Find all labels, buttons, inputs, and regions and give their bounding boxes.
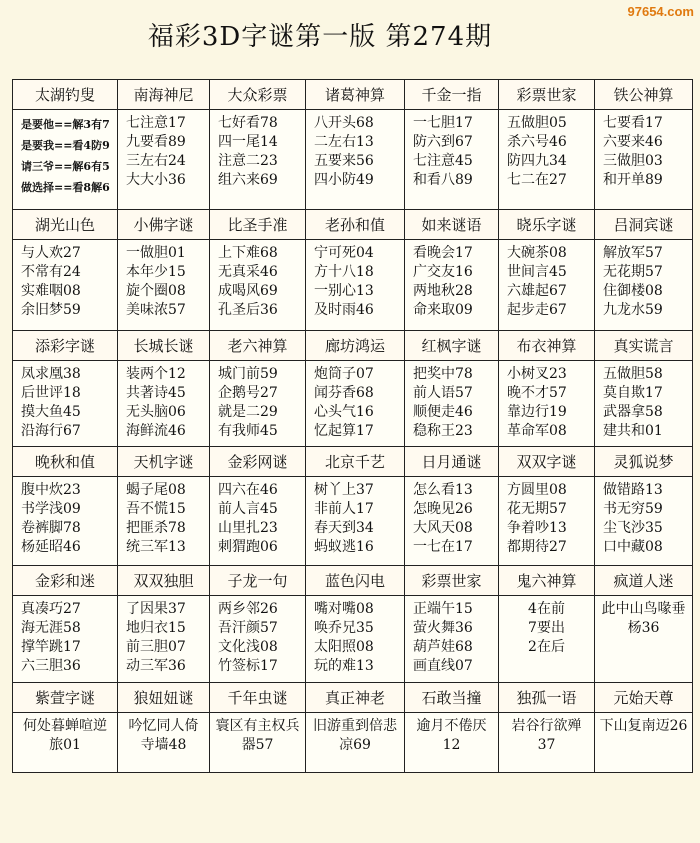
prediction-line: 前人言45 [218,501,278,517]
prediction-cell [306,361,405,447]
prediction-line: 五做胆58 [603,366,663,382]
prediction-line: 七注意17 [126,115,186,131]
prediction-line: 做错路13 [603,482,663,498]
prediction-cell [499,713,595,773]
prediction-line: 三左右24 [126,153,186,169]
prediction-line: 春天到34 [314,520,374,536]
prediction-cell [595,477,693,566]
prediction-cell [13,596,118,683]
prediction-line: 真凑巧27 [21,601,81,617]
prediction-line: 就是二29 [218,404,278,420]
column-title: 蓝色闪电 [306,566,405,596]
prediction-line: 腹中炊23 [21,482,81,498]
prediction-line: 做选择==看8解6 [21,181,110,194]
content-row [13,477,693,566]
prediction-line: 城门前59 [218,366,278,382]
prediction-line: 起步走67 [507,302,567,318]
content-row [13,240,693,331]
prediction-line: 是要我==看4防9 [21,139,110,152]
prediction-line: 命来取09 [413,302,473,318]
prediction-line: 实难咽08 [21,283,81,299]
column-title: 添彩字谜 [13,331,118,361]
prediction-cell [13,713,118,773]
prediction-line: 革命军08 [507,423,567,439]
prediction-line: 七要看17 [603,115,663,131]
prediction-line: 炮筒子07 [314,366,374,382]
prediction-line: 吾不慌15 [126,501,186,517]
prediction-line: 旋个圈08 [126,283,186,299]
prediction-cell [306,477,405,566]
prediction-line: 争着吵13 [507,520,567,536]
content-row [13,713,693,773]
prediction-cell [118,713,210,773]
prediction-line: 本年少15 [126,264,186,280]
prediction-line: 唤乔兄35 [314,620,374,636]
prediction-line: 书学浅09 [21,501,81,517]
column-title: 子龙一句 [210,566,306,596]
column-title: 长城长谜 [118,331,210,361]
header-row [13,566,693,596]
prediction-line: 和开单89 [603,172,663,188]
prediction-cell [306,596,405,683]
column-title: 金彩和迷 [13,566,118,596]
prediction-cell [595,110,693,210]
column-title: 千金一指 [405,80,499,110]
prediction-line: 书无穷59 [603,501,663,517]
prediction-line: 吟忆同人倚寺墙48 [128,718,199,753]
prediction-cell [595,240,693,331]
prediction-cell [118,110,210,210]
prediction-line: 是要他==解3有7 [21,118,110,131]
column-title: 彩票世家 [405,566,499,596]
puzzle-grid [12,79,693,773]
column-title: 晚秋和值 [13,447,118,477]
prediction-line: 心头气16 [314,404,374,420]
column-title: 红枫字谜 [405,331,499,361]
prediction-line: 尘飞沙35 [603,520,663,536]
prediction-cell [306,713,405,773]
prediction-cell [13,240,118,331]
prediction-line: 沿海行67 [21,423,81,439]
prediction-line: 刺猬跑06 [218,539,278,555]
prediction-line: 小树叉23 [507,366,567,382]
prediction-line: 看晚会17 [413,245,473,261]
column-title: 天机字谜 [118,447,210,477]
prediction-line: 怎么看13 [413,482,473,498]
prediction-cell [118,596,210,683]
prediction-cell [210,110,306,210]
column-title: 太湖钓叟 [13,80,118,110]
column-title: 布衣神算 [499,331,595,361]
prediction-cell [210,713,306,773]
prediction-line: 解放军57 [603,245,663,261]
prediction-line: 竹签标17 [218,658,278,674]
prediction-line: 萤火舞36 [413,620,473,636]
prediction-cell [405,477,499,566]
column-title: 真实谎言 [595,331,693,361]
prediction-cell [405,240,499,331]
prediction-line: 有我师45 [218,423,278,439]
prediction-line: 吾汗颜57 [218,620,278,636]
prediction-line: 杨延昭46 [21,539,81,555]
prediction-cell [499,110,595,210]
prediction-line: 注意二23 [218,153,278,169]
prediction-line: 凤求凰38 [21,366,81,382]
prediction-line: 与人欢27 [21,245,81,261]
prediction-cell [306,240,405,331]
prediction-line: 世间言45 [507,264,567,280]
column-title: 如来谜语 [405,210,499,240]
prediction-line: 九要看89 [126,134,186,150]
prediction-line: 杀六号46 [507,134,567,150]
prediction-line: 及时雨46 [314,302,374,318]
prediction-cell [13,477,118,566]
prediction-cell [499,477,595,566]
prediction-line: 宁可死04 [314,245,374,261]
prediction-line: 闻芬香68 [314,385,374,401]
content-row [13,596,693,683]
prediction-line: 一别心13 [314,283,374,299]
prediction-cell [118,361,210,447]
column-title: 北京千艺 [306,447,405,477]
column-title: 双双独胆 [118,566,210,596]
prediction-line: 四小防49 [314,172,374,188]
prediction-line: 画直线07 [413,658,473,674]
column-title: 千年虫谜 [210,683,306,713]
prediction-cell [210,361,306,447]
header-row [13,331,693,361]
prediction-line: 摸大鱼45 [21,404,81,420]
column-title: 南海神尼 [118,80,210,110]
column-title: 日月通谜 [405,447,499,477]
header-row [13,447,693,477]
prediction-cell [405,596,499,683]
prediction-line: 四一尾14 [218,134,278,150]
column-title: 老六神算 [210,331,306,361]
page-title: 福彩3D字谜第一版 第274期 [147,22,493,52]
prediction-line: 七注意45 [413,153,473,169]
prediction-line: 卷裤脚78 [21,520,81,536]
prediction-cell [210,596,306,683]
column-title: 比圣手准 [210,210,306,240]
column-title: 诸葛神算 [306,80,405,110]
prediction-line: 文化浅08 [218,639,278,655]
prediction-line: 2在后 [528,639,565,655]
header-row [13,80,693,110]
prediction-line: 晚不才57 [507,385,567,401]
prediction-line: 逾月不倦厌12 [416,718,487,753]
prediction-line: 地归衣15 [126,620,186,636]
column-title: 狼妞妞谜 [118,683,210,713]
prediction-line: 4在前 [528,601,565,617]
column-title: 独孤一语 [499,683,595,713]
prediction-cell [405,361,499,447]
column-title: 晓乐字谜 [499,210,595,240]
prediction-line: 7要出 [528,620,565,636]
prediction-line: 把匪杀78 [126,520,186,536]
prediction-line: 建共和01 [603,423,663,439]
prediction-line: 防四九34 [507,153,567,169]
prediction-line: 五做胆05 [507,115,567,131]
header-row [13,210,693,240]
column-title: 双双字谜 [499,447,595,477]
column-title: 疯道人迷 [595,566,693,596]
prediction-line: 忆起算17 [314,423,374,439]
prediction-line: 寰区有主权兵器57 [215,718,300,753]
column-title: 老孙和值 [306,210,405,240]
prediction-line: 两乡邻26 [218,601,278,617]
prediction-line: 口中藏08 [603,539,663,555]
prediction-line: 和看八89 [413,172,473,188]
content-row [13,361,693,447]
prediction-line: 无花期57 [603,264,663,280]
column-title: 铁公神算 [595,80,693,110]
prediction-cell [118,477,210,566]
prediction-line: 非前人17 [314,501,374,517]
watermark: 97654.com [627,4,694,19]
prediction-line: 余旧梦59 [21,302,81,318]
prediction-line: 方圆里08 [507,482,567,498]
prediction-cell [405,110,499,210]
column-title: 小佛字谜 [118,210,210,240]
header-row [13,683,693,713]
prediction-line: 前三胆07 [126,639,186,655]
column-title: 彩票世家 [499,80,595,110]
prediction-cell [499,596,595,683]
prediction-line: 二左右13 [314,134,374,150]
prediction-cell [13,110,118,210]
prediction-line: 靠边行19 [507,404,567,420]
prediction-line: 成喝风69 [218,283,278,299]
prediction-line: 稳称王23 [413,423,473,439]
prediction-line: 不常有24 [21,264,81,280]
prediction-line: 此中山鸟喙垂杨36 [601,601,686,636]
column-title: 灵狐说梦 [595,447,693,477]
prediction-line: 了因果37 [126,601,186,617]
prediction-line: 蝎子尾08 [126,482,186,498]
prediction-cell [13,361,118,447]
prediction-line: 企鹅号27 [218,385,278,401]
prediction-line: 葫芦娃68 [413,639,473,655]
prediction-line: 海鲜流46 [126,423,186,439]
prediction-cell [210,240,306,331]
prediction-line: 后世评18 [21,385,81,401]
prediction-line: 无真采46 [218,264,278,280]
prediction-cell [499,240,595,331]
column-title: 廊坊鸿运 [306,331,405,361]
column-title: 鬼六神算 [499,566,595,596]
prediction-line: 八开头68 [314,115,374,131]
prediction-line: 武器拿58 [603,404,663,420]
prediction-line: 怎晚见26 [413,501,473,517]
prediction-line: 六三胆36 [21,658,81,674]
prediction-line: 统三军13 [126,539,186,555]
prediction-line: 美味浓57 [126,302,186,318]
prediction-line: 七好看78 [218,115,278,131]
prediction-line: 装两个12 [126,366,186,382]
prediction-cell [595,596,693,683]
prediction-line: 四六在46 [218,482,278,498]
column-title: 金彩网谜 [210,447,306,477]
prediction-line: 九龙水59 [603,302,663,318]
column-title: 紫萱字谜 [13,683,118,713]
prediction-line: 太阳照08 [314,639,374,655]
column-title: 大众彩票 [210,80,306,110]
prediction-line: 组六来69 [218,172,278,188]
prediction-line: 三做胆03 [603,153,663,169]
prediction-cell [595,713,693,773]
prediction-line: 玩的难13 [314,658,374,674]
prediction-cell [499,361,595,447]
column-title: 石敢当撞 [405,683,499,713]
prediction-line: 旧游重到倍悲凉69 [313,718,397,753]
prediction-line: 蚂蚁逃16 [314,539,374,555]
prediction-line: 嘴对嘴08 [314,601,374,617]
prediction-line: 花无期57 [507,501,567,517]
prediction-line: 请三爷==解6有5 [21,160,110,173]
prediction-line: 动三军36 [126,658,186,674]
prediction-line: 方十八18 [314,264,374,280]
prediction-line: 住御楼08 [603,283,663,299]
prediction-line: 顺便走46 [413,404,473,420]
prediction-cell [405,713,499,773]
prediction-line: 树丫上37 [314,482,374,498]
content-row [13,110,693,210]
prediction-line: 五要来56 [314,153,374,169]
prediction-line: 一七在17 [413,539,473,555]
prediction-line: 上下难68 [218,245,278,261]
column-title: 真正神老 [306,683,405,713]
prediction-line: 下山复南迈26 [599,718,688,734]
prediction-line: 山里扎23 [218,520,278,536]
prediction-line: 两地秋28 [413,283,473,299]
prediction-line: 都期待27 [507,539,567,555]
prediction-line: 大风天08 [413,520,473,536]
prediction-line: 广交友16 [413,264,473,280]
prediction-line: 撑竿跳17 [21,639,81,655]
column-title: 湖光山色 [13,210,118,240]
prediction-line: 正端午15 [413,601,473,617]
prediction-line: 莫自欺17 [603,385,663,401]
prediction-line: 七二在27 [507,172,567,188]
prediction-line: 岩谷行欲殚37 [511,718,582,753]
prediction-line: 共著诗45 [126,385,186,401]
prediction-cell [306,110,405,210]
prediction-cell [210,477,306,566]
prediction-cell [118,240,210,331]
prediction-line: 海无涯58 [21,620,81,636]
prediction-line: 防六到67 [413,134,473,150]
prediction-cell [595,361,693,447]
prediction-line: 一七胆17 [413,115,473,131]
prediction-line: 大大小36 [126,172,186,188]
column-title: 吕洞宾谜 [595,210,693,240]
prediction-line: 把奖中78 [413,366,473,382]
prediction-line: 六要来46 [603,134,663,150]
prediction-line: 一做胆01 [126,245,186,261]
prediction-line: 前人语57 [413,385,473,401]
column-title: 元始天尊 [595,683,693,713]
prediction-line: 无头脑06 [126,404,186,420]
prediction-line: 大碗茶08 [507,245,567,261]
prediction-line: 孔圣后36 [218,302,278,318]
prediction-line: 六雄起67 [507,283,567,299]
prediction-line: 何处暮蝉喧逆旅01 [23,718,107,753]
